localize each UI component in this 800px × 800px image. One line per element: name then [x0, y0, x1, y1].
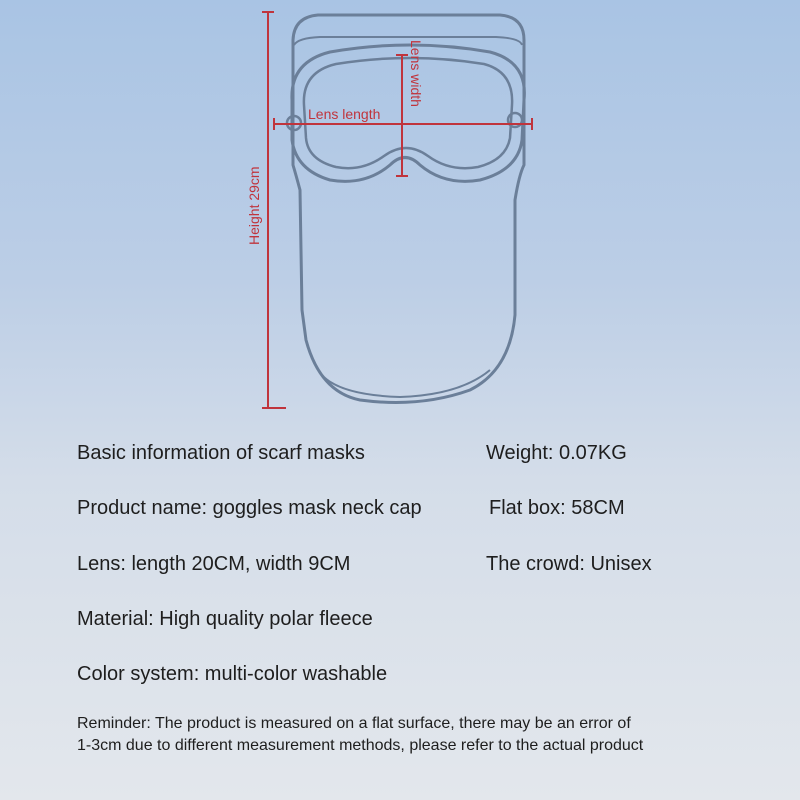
reminder-line-1: Reminder: The product is measured on a flat surface, there may be an error of — [77, 715, 631, 732]
spec-flat-box: Flat box: 58CM — [489, 497, 625, 519]
height-label: Height 29cm — [246, 166, 262, 245]
lens-length-label: Lens length — [308, 106, 381, 122]
spec-crowd: The crowd: Unisex — [486, 553, 652, 575]
reminder-note — [77, 713, 777, 757]
height-dimension — [262, 12, 286, 408]
reminder-line-2: 1-3cm due to different measurement methods, please refer to the actual product — [77, 737, 644, 754]
spec-color-system: Color system: multi-color washable — [77, 663, 388, 685]
spec-weight: Weight: 0.07KG — [486, 442, 627, 464]
spec-product-name: Product name: goggles mask neck cap — [77, 497, 422, 519]
spec-lens: Lens: length 20CM, width 9CM — [77, 553, 351, 575]
spec-material: Material: High quality polar fleece — [77, 608, 373, 630]
lens-width-label: Lens width — [408, 40, 424, 107]
spec-heading: Basic information of scarf masks — [77, 442, 365, 464]
